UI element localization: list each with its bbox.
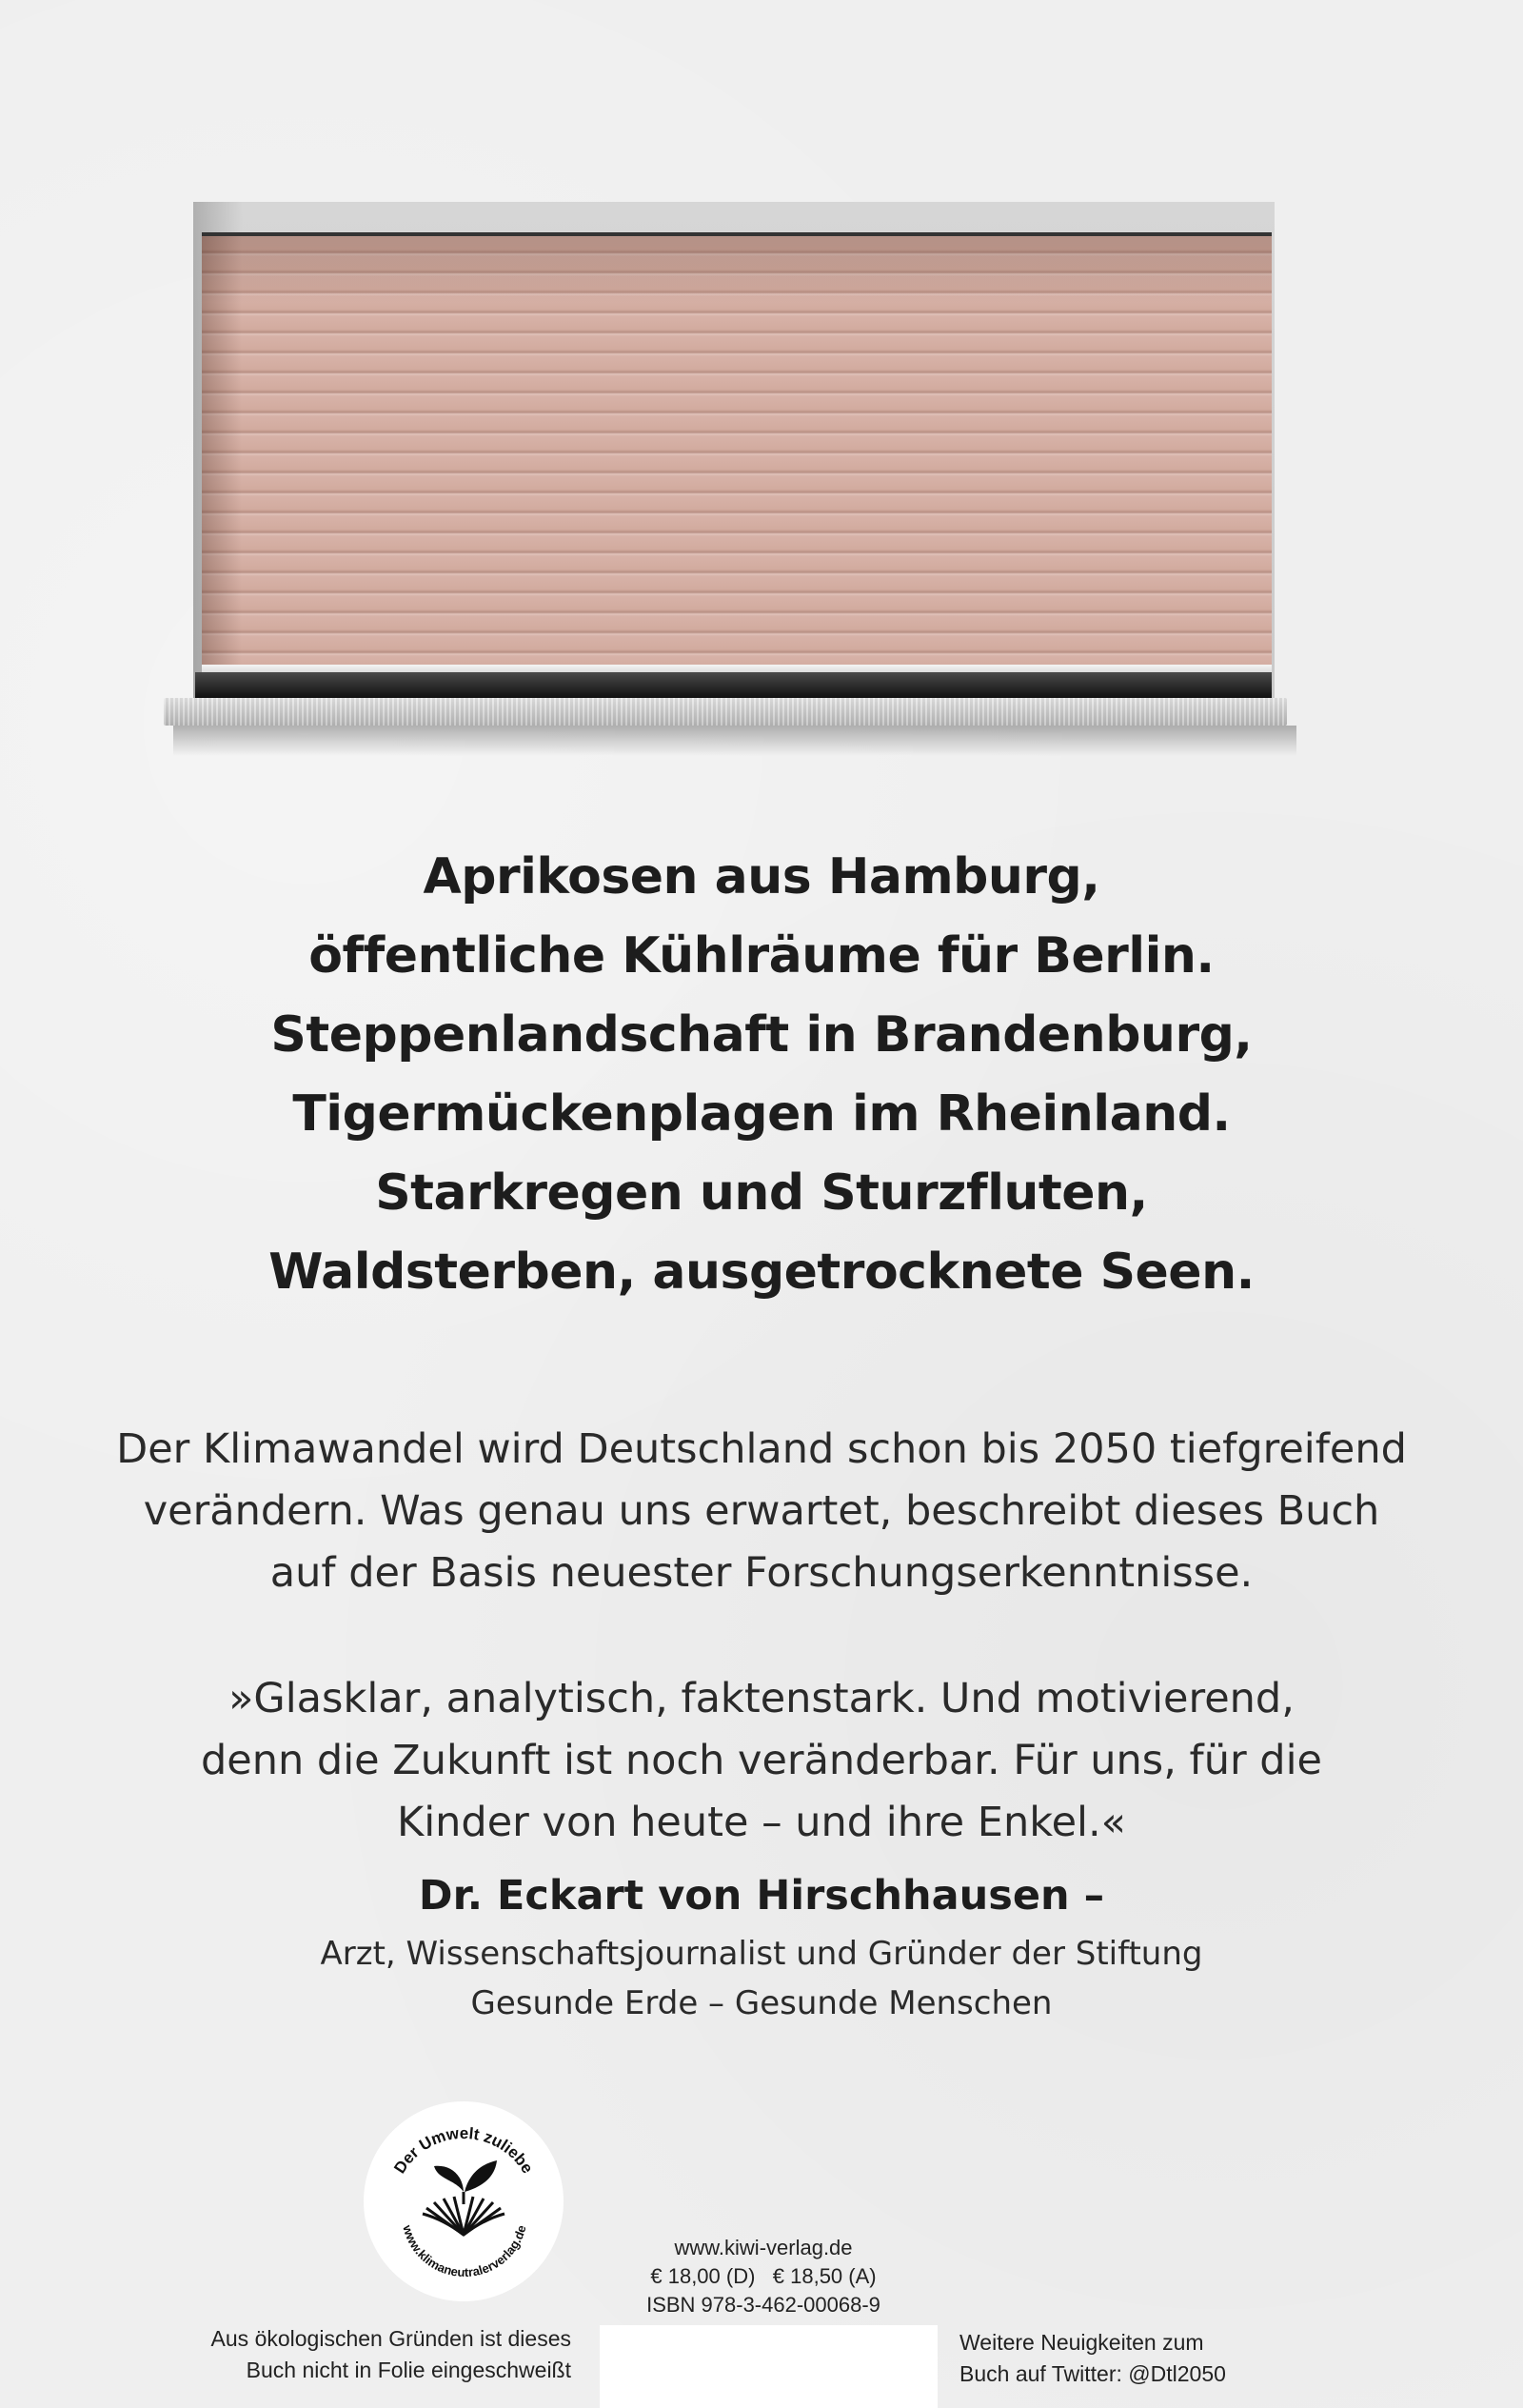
blurb-line: Der Klimawandel wird Deutschland schon bis 2050 tiefgreifend <box>116 1425 1407 1473</box>
quote-line: denn die Zukunft ist noch veränderbar. Für uns, für die <box>201 1737 1322 1784</box>
headline-line: Waldsterben, ausgetrocknete Seen. <box>268 1244 1255 1301</box>
roller-shutter <box>202 236 1272 665</box>
window-shutter-illustration <box>0 0 1523 781</box>
blurb-line: verändern. Was genau uns erwartet, beschreibt dieses Buch <box>143 1487 1380 1535</box>
eco-badge-top-text: Der Umwelt zuliebe <box>390 2123 537 2178</box>
svg-text:Der Umwelt zuliebe <box>390 2124 537 2177</box>
publisher-info <box>571 2234 956 2319</box>
book-isbn: ISBN 978-3-462-00068-9 <box>646 2293 880 2317</box>
eco-note <box>114 2323 571 2386</box>
quote-line: Kinder von heute – und ihre Enkel.« <box>397 1799 1126 1846</box>
role-line: Arzt, Wissenschaftsjournalist und Gründer der Stiftung <box>320 1935 1203 1973</box>
quote-author: Dr. Eckart von Hirschhausen – <box>418 1872 1105 1920</box>
eco-note-line: Aus ökologischen Gründen ist dieses <box>210 2326 571 2351</box>
eco-badge <box>364 2101 564 2301</box>
shutter-bottom-rail <box>202 665 1272 672</box>
eco-note-line: Buch nicht in Folie eingeschweißt <box>246 2358 571 2382</box>
headline-line: Starkregen und Sturzfluten, <box>375 1164 1148 1222</box>
blurb-line: auf der Basis neuester Forschungserkenntnisse. <box>269 1549 1254 1597</box>
twitter-note <box>959 2327 1359 2390</box>
window-gap <box>195 672 1272 698</box>
publisher-website: www.kiwi-verlag.de <box>674 2236 853 2259</box>
headline-line: Tigermückenplagen im Rheinland. <box>292 1085 1231 1143</box>
headline-line: Aprikosen aus Hamburg, <box>423 848 1100 905</box>
twitter-note-line: Weitere Neuigkeiten zum <box>959 2330 1204 2355</box>
role-line: Gesunde Erde – Gesunde Menschen <box>470 1984 1053 2022</box>
leaf-book-icon <box>423 2160 504 2235</box>
headline-line: öffentliche Kühlräume für Berlin. <box>308 927 1215 985</box>
headline-line: Steppenlandschaft in Brandenburg, <box>270 1006 1253 1064</box>
headline <box>190 838 1333 1312</box>
review-quote <box>86 1668 1437 1854</box>
sill-shadow <box>173 726 1296 756</box>
quote-author-role <box>190 1929 1333 2028</box>
book-price: € 18,00 (D) € 18,50 (A) <box>650 2264 877 2288</box>
eco-badge-bottom-text: www.klimaneutralerverlag.de <box>400 2223 529 2280</box>
window-frame-top <box>202 232 1272 236</box>
book-blurb <box>86 1419 1437 1604</box>
eco-badge-graphic <box>364 2101 564 2301</box>
barcode-area <box>600 2325 938 2408</box>
quote-line: »Glasklar, analytisch, faktenstark. Und motivierend, <box>228 1675 1295 1722</box>
twitter-note-line: Buch auf Twitter: @Dtl2050 <box>959 2361 1226 2386</box>
window-sill <box>164 698 1287 726</box>
